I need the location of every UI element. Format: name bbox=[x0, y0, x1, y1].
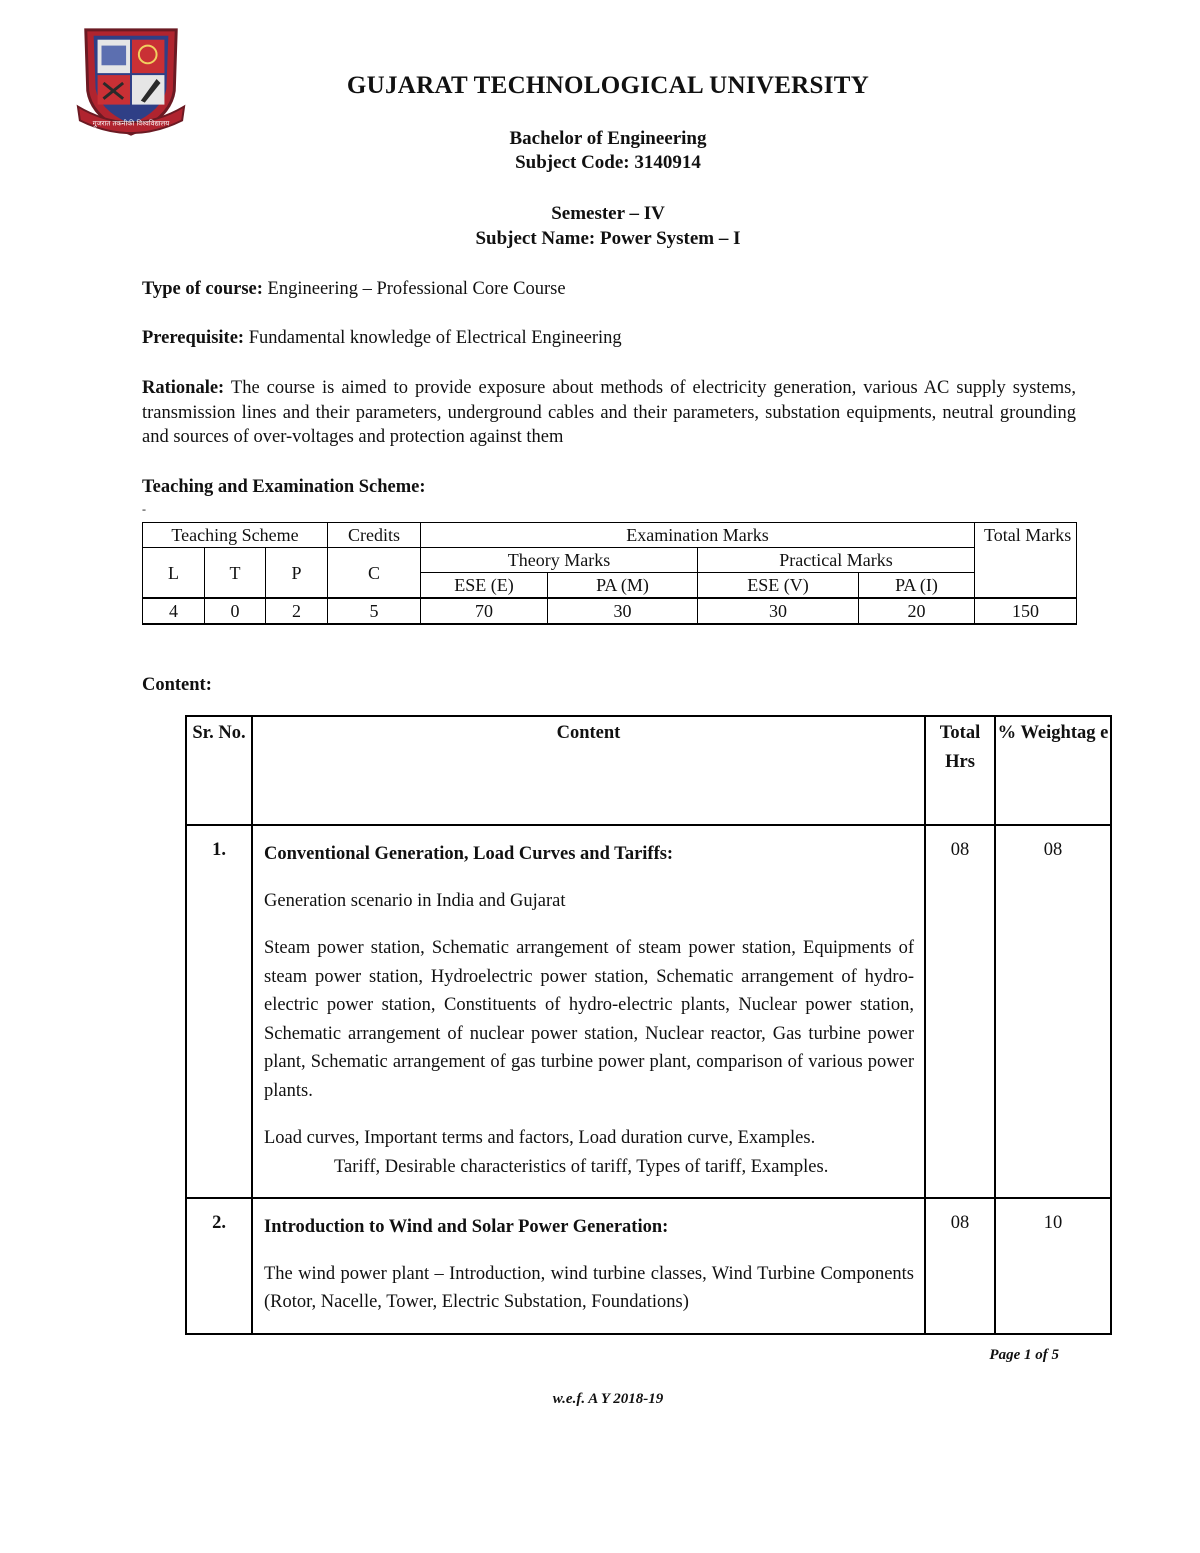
value-ese-e: 70 bbox=[421, 598, 548, 624]
col-P: P bbox=[266, 548, 328, 599]
content-heading: Content: bbox=[142, 675, 212, 695]
value-P: 2 bbox=[266, 598, 328, 624]
value-total: 150 bbox=[975, 598, 1077, 624]
col-sr-no: Sr. No. bbox=[186, 716, 252, 825]
semester: Semester – IV bbox=[551, 203, 665, 224]
row-paragraph: Generation scenario in India and Gujarat bbox=[264, 890, 566, 911]
rationale-value: The course is aimed to provide exposure about methods of electricity generation, various AC supply systems, transmission lines and their parameters, underground cables and their parameters, substation equipments, neutral grounding and sources of over-voltages and protection against them bbox=[142, 378, 1076, 447]
exam-marks-header: Examination Marks bbox=[421, 523, 975, 548]
col-pa-i: PA (I) bbox=[859, 573, 975, 599]
course-type-label: Type of course: bbox=[142, 279, 263, 299]
prerequisite-value: Fundamental knowledge of Electrical Engineering bbox=[244, 328, 622, 348]
row-content bbox=[252, 1198, 925, 1334]
course-type bbox=[142, 277, 1076, 302]
row-paragraph: The wind power plant – Introduction, wind turbine classes, Wind Turbine Components (Rotor, Nacelle, Tower, Electric Substation, Foundations) bbox=[264, 1263, 914, 1312]
row-paragraph: Steam power station, Schematic arrangement of steam power station, Equipments of steam power station, Hydroelectric power station, Schematic arrangement of hydro-electric power station, Constituents of hydro-electric plants, Nuclear power station, Schematic arrangement of nuclear power station, Nuclear reactor, Gas turbine power plant, Schematic arrangement of gas turbine power plant, comparison of various power plants. bbox=[264, 938, 914, 1101]
row-paragraph: Tariff, Desirable characteristics of tariff, Types of tariff, Examples. bbox=[334, 1156, 829, 1177]
table-row bbox=[186, 825, 1111, 1198]
row-hrs: 08 bbox=[925, 825, 995, 1198]
row-sr: 2. bbox=[186, 1198, 252, 1334]
col-ese-e: ESE (E) bbox=[421, 573, 548, 599]
value-ese-v: 30 bbox=[698, 598, 859, 624]
value-L: 4 bbox=[143, 598, 205, 624]
row-sr: 1. bbox=[186, 825, 252, 1198]
prerequisite-label: Prerequisite: bbox=[142, 328, 245, 348]
teaching-scheme-header: Teaching Scheme bbox=[143, 523, 328, 548]
col-T: T bbox=[205, 548, 266, 599]
subject-name: Subject Name: Power System – I bbox=[475, 228, 741, 249]
row-paragraph: Load curves, Important terms and factors, Load duration curve, Examples. bbox=[264, 1128, 816, 1148]
row-title: Introduction to Wind and Solar Power Generation: bbox=[264, 1217, 669, 1237]
degree-title: Bachelor of Engineering bbox=[509, 128, 707, 149]
value-pa-i: 20 bbox=[859, 598, 975, 624]
logo-motto: गुजरात तकनीकी विश्वविद्यालय bbox=[92, 119, 170, 128]
scheme-dot: - bbox=[142, 502, 146, 516]
effective-year: w.e.f. A Y 2018-19 bbox=[552, 1391, 664, 1407]
theory-marks-header: Theory Marks bbox=[421, 548, 698, 573]
col-total-hrs: Total Hrs bbox=[925, 716, 995, 825]
row-hrs: 08 bbox=[925, 1198, 995, 1334]
col-content: Content bbox=[252, 716, 925, 825]
col-ese-v: ESE (V) bbox=[698, 573, 859, 599]
credits-header: Credits bbox=[328, 523, 421, 548]
practical-marks-header: Practical Marks bbox=[698, 548, 975, 573]
table-row bbox=[143, 598, 1077, 624]
prerequisite bbox=[142, 326, 1076, 351]
table-row bbox=[186, 1198, 1111, 1334]
rationale-label: Rationale: bbox=[142, 378, 225, 398]
page-number: Page 1 of 5 bbox=[989, 1347, 1059, 1363]
scheme-heading: Teaching and Examination Scheme: bbox=[142, 477, 426, 497]
value-pa-m: 30 bbox=[548, 598, 698, 624]
row-weightage: 08 bbox=[995, 825, 1111, 1198]
col-C: C bbox=[328, 548, 421, 599]
university-title: GUJARAT TECHNOLOGICAL UNIVERSITY bbox=[346, 72, 870, 99]
subject-code: Subject Code: 3140914 bbox=[515, 152, 701, 173]
course-type-value: Engineering – Professional Core Course bbox=[262, 279, 566, 299]
rationale bbox=[142, 376, 1076, 450]
row-content bbox=[252, 825, 925, 1198]
row-title: Conventional Generation, Load Curves and Tariffs: bbox=[264, 844, 674, 864]
col-pa-m: PA (M) bbox=[548, 573, 698, 599]
col-weightage: % Weightag e bbox=[995, 716, 1111, 825]
value-C: 5 bbox=[328, 598, 421, 624]
col-L: L bbox=[143, 548, 205, 599]
value-T: 0 bbox=[205, 598, 266, 624]
total-marks-header: Total Marks bbox=[975, 523, 1077, 599]
row-weightage: 10 bbox=[995, 1198, 1111, 1334]
teaching-scheme-table bbox=[142, 522, 1077, 625]
table-header-row bbox=[186, 716, 1111, 825]
content-table bbox=[185, 715, 1112, 1335]
